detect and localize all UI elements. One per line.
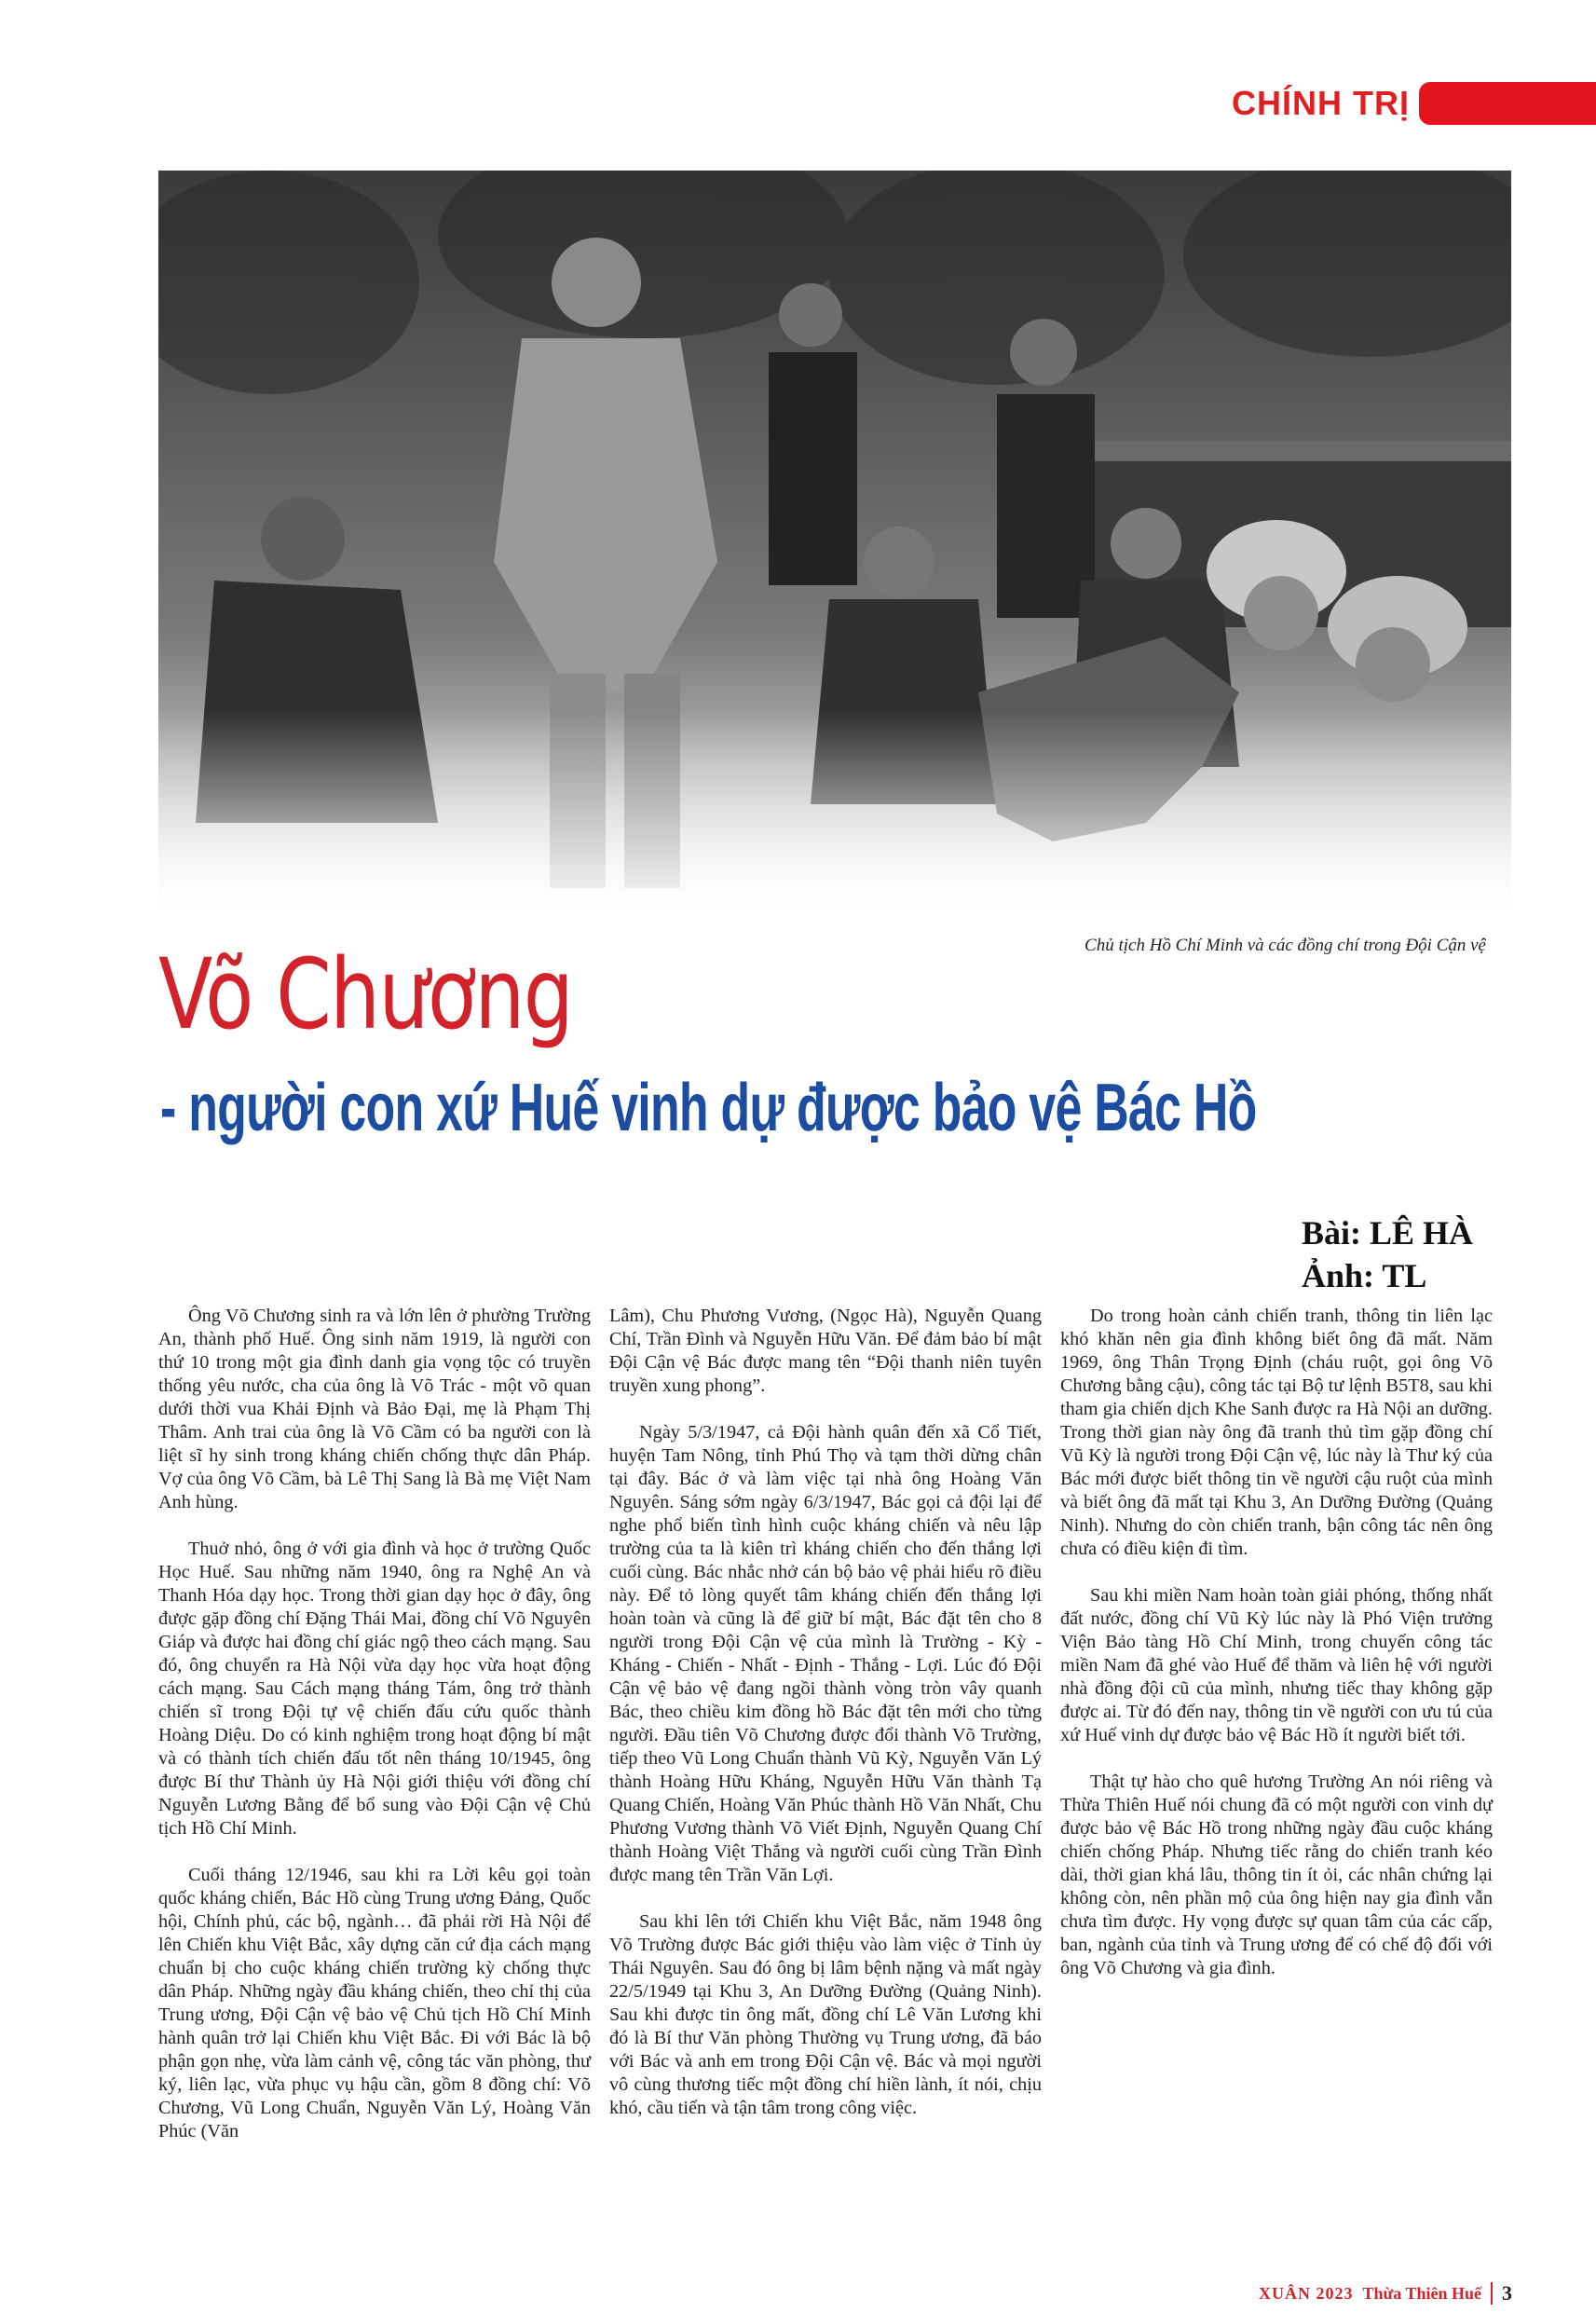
paragraph: Thật tự hào cho quê hương Trường An nói riêng và Thừa Thiên Huế nói chung đã có một người con vinh dự được bảo vệ Bác Hồ trong những ngày đầu cuộc kháng chiến chống Pháp. Nhưng tiếc rằng do chiến tranh kéo dài, thời gian khá lâu, thông tin ít ỏi, các nhân chứng lại không còn, nên phần mộ của ông hiện nay gia đình vẫn chưa tìm được. Hy vọng được sự quan tâm của các cấp, ban, ngành của tỉnh và Trung ương để có chế độ đối với ông Võ Chương và gia đình. xyxy=(1060,1772,1493,1978)
page-footer xyxy=(1259,2275,1512,2312)
paragraph: Lâm), Chu Phương Vương, (Ngọc Hà), Nguyễn Quang Chí, Trần Đình và Nguyễn Hữu Văn. Để đảm bảo bí mật Đội Cận vệ Bác được mang tên “Đội thanh niên tuyên truyền xung phong”. xyxy=(609,1306,1042,1396)
article-subtitle: - người con xứ Huế vinh dự được bảo vệ Bác Hồ xyxy=(160,1071,1257,1145)
page-number: 3 xyxy=(1502,2281,1512,2305)
body-column-1 xyxy=(158,1305,591,2167)
paragraph: Ông Võ Chương sinh ra và lớn lên ở phường Trường An, thành phố Huế. Ông sinh năm 1919, là người con thứ 10 trong một gia đình danh gia vọng tộc có truyền thống yêu nước, cha của ông là Võ Trác - một võ quan dưới thời vua Khải Định và Bảo Đại, mẹ là Phạm Thị Thâm. Anh trai của ông là Võ Cầm có ba người con là liệt sĩ hy sinh trong kháng chiến chống thực dân Pháp. Vợ của ông Võ Cầm, bà Lê Thị Sang là Bà mẹ Việt Nam Anh hùng. xyxy=(158,1306,591,1512)
section-label: CHÍNH TRỊ xyxy=(1232,84,1410,122)
photo-caption: Chủ tịch Hồ Chí Minh và các đồng chí trong Đội Cận vệ xyxy=(1084,936,1486,955)
paragraph: Do trong hoàn cảnh chiến tranh, thông tin liên lạc khó khăn nên gia đình không biết ông đã mất. Năm 1969, ông Thân Trọng Định (cháu ruột, gọi ông Võ Chương bằng cậu), công tác tại Bộ tư lệnh B5T8, sau khi tham gia chiến dịch Khe Sanh được ra Hà Nội an dưỡng. Trong thời gian này ông đã tranh thủ tìm gặp đồng chí Vũ Kỳ là người trong Đội Cận vệ, lúc này là Thư ký của Bác mới được biết thông tin về người cậu ruột của mình và biết ông đã mất tại Khu 3, An Dưỡng Đường (Quảng Ninh). Nhưng do còn chiến tranh, bận công tác nên ông chưa có điều kiện đi tìm. xyxy=(1060,1306,1493,1559)
section-header xyxy=(1211,82,1596,130)
paragraph: Cuối tháng 12/1946, sau khi ra Lời kêu gọi toàn quốc kháng chiến, Bác Hồ cùng Trung ương Đảng, Quốc hội, Chính phủ, các bộ, ngành… đã phải rời Hà Nội để lên Chiến khu Việt Bắc, xây dựng căn cứ địa cách mạng chuẩn bị cho cuộc kháng chiến trường kỳ chống thực dân Pháp. Những ngày đầu kháng chiến, theo chỉ thị của Trung ương, Đội Cận vệ bảo vệ Chủ tịch Hồ Chí Minh hành quân trở lại Chiến khu Việt Bắc. Đi với Bác là bộ phận gọn nhẹ, vừa làm cảnh vệ, công tác văn phòng, thư ký, liên lạc, vừa phục vụ hậu cần, gồm 8 đồng chí: Võ Chương, Vũ Long Chuẩn, Nguyễn Văn Lý, Hoàng Văn Phúc (Văn xyxy=(158,1865,591,2141)
paragraph: Thuở nhỏ, ông ở với gia đình và học ở trường Quốc Học Huế. Sau những năm 1940, ông ra Nghệ An và Thanh Hóa dạy học. Trong thời gian dạy học ở đây, ông được gặp đồng chí Đặng Thái Mai, đồng chí Võ Nguyên Giáp và được hai đồng chí giác ngộ theo cách mạng. Sau đó, ông chuyển ra Hà Nội vừa dạy học vừa hoạt động cách mạng. Sau Cách mạng tháng Tám, ông trở thành chiến sĩ trong Đội tự vệ chiến đấu cứu quốc thành Hoàng Diệu. Do có kinh nghiệm trong hoạt động bí mật và có thành tích chiến đấu tốt nên tháng 10/1945, ông được Bí thư Thành ủy Hà Nội giới thiệu với đồng chí Nguyễn Lương Bằng để bổ sung vào Đội Cận vệ Chủ tịch Hồ Chí Minh. xyxy=(158,1539,591,1839)
author-credit: Bài: LÊ HÀ xyxy=(1301,1214,1473,1252)
body-column-3 xyxy=(1060,1305,1493,2004)
footer-divider xyxy=(1491,2282,1493,2305)
body-column-2 xyxy=(609,1305,1042,2143)
section-accent-bar xyxy=(1419,82,1596,125)
footer-issue: XUÂN 2023 xyxy=(1258,2283,1354,2303)
photo-credit: Ảnh: TL xyxy=(1301,1257,1427,1294)
paragraph: Sau khi lên tới Chiến khu Việt Bắc, năm 1948 ông Võ Trường được Bác giới thiệu vào làm việc ở Tỉnh ủy Thái Nguyên. Sau đó ông bị lâm bệnh nặng và mất ngày 22/5/1949 tại Khu 3, An Dưỡng Đường (Quảng Ninh). Sau khi được tin ông mất, đồng chí Lê Văn Lương khi đó là Bí thư Văn phòng Thường vụ Trung ương, đã báo với Bác và anh em trong Đội Cận vệ. Bác và mọi người vô cùng thương tiếc một đồng chí hiền lành, ít nói, chịu khó, cầu tiến và tận tâm trong công việc. xyxy=(609,1911,1042,2118)
footer-publication: Thừa Thiên Huế xyxy=(1362,2283,1481,2303)
photo-illustration-icon xyxy=(158,171,1511,921)
article-title: Võ Chương xyxy=(158,937,573,1051)
byline xyxy=(1302,1211,1473,1297)
paragraph: Ngày 5/3/1947, cả Đội hành quân đến xã Cổ Tiết, huyện Tam Nông, tỉnh Phú Thọ và tạm thời dừng chân tại đây. Bác ở và làm việc tại nhà ông Hoàng Văn Nguyên. Sáng sớm ngày 6/3/1947, Bác gọi cả đội lại để nghe phổ biến tình hình cuộc kháng chiến và nêu lập trường của ta là kiên trì kháng chiến cho đến thắng lợi cuối cùng. Bác nhắc nhở cán bộ bảo vệ phải hiểu rõ điều này. Để tỏ lòng quyết tâm kháng chiến đến thắng lợi hoàn toàn và cũng là để giữ bí mật, Bác đặt tên cho 8 người trong Đội Cận vệ của mình là Trường - Kỳ - Kháng - Chiến - Nhất - Định - Thắng - Lợi. Lúc đó Đội Cận vệ bảo vệ đang ngồi thành vòng tròn vây quanh Bác, theo chiều kim đồng hồ Bác đặt tên mới cho từng người. Đầu tiên Võ Chương được đổi thành Võ Trường, tiếp theo Vũ Long Chuẩn thành Vũ Kỳ, Nguyễn Văn Lý thành Hoàng Hữu Kháng, Nguyễn Hữu Văn thành Tạ Quang Chiến, Hoàng Văn Phúc thành Hồ Văn Nhất, Chu Phương Vương thành Võ Viết Định, Nguyễn Quang Chí thành Hoàng Việt Thắng và người cuối cùng Trần Đình được mang tên Trần Văn Lợi. xyxy=(609,1422,1042,1885)
historical-photo xyxy=(158,171,1511,921)
paragraph: Sau khi miền Nam hoàn toàn giải phóng, thống nhất đất nước, đồng chí Vũ Kỳ lúc này là Phó Viện trưởng Viện Bảo tàng Hồ Chí Minh, trong chuyến công tác miền Nam đã ghé vào Huế để thăm và liên hệ với người nhà đồng đội cũ của mình, nhưng tiếc thay không gặp được ai. Từ đó đến nay, thông tin về người con ưu tú của xứ Huế vinh dự được bảo vệ Bác Hồ ít người biết tới. xyxy=(1060,1585,1493,1745)
